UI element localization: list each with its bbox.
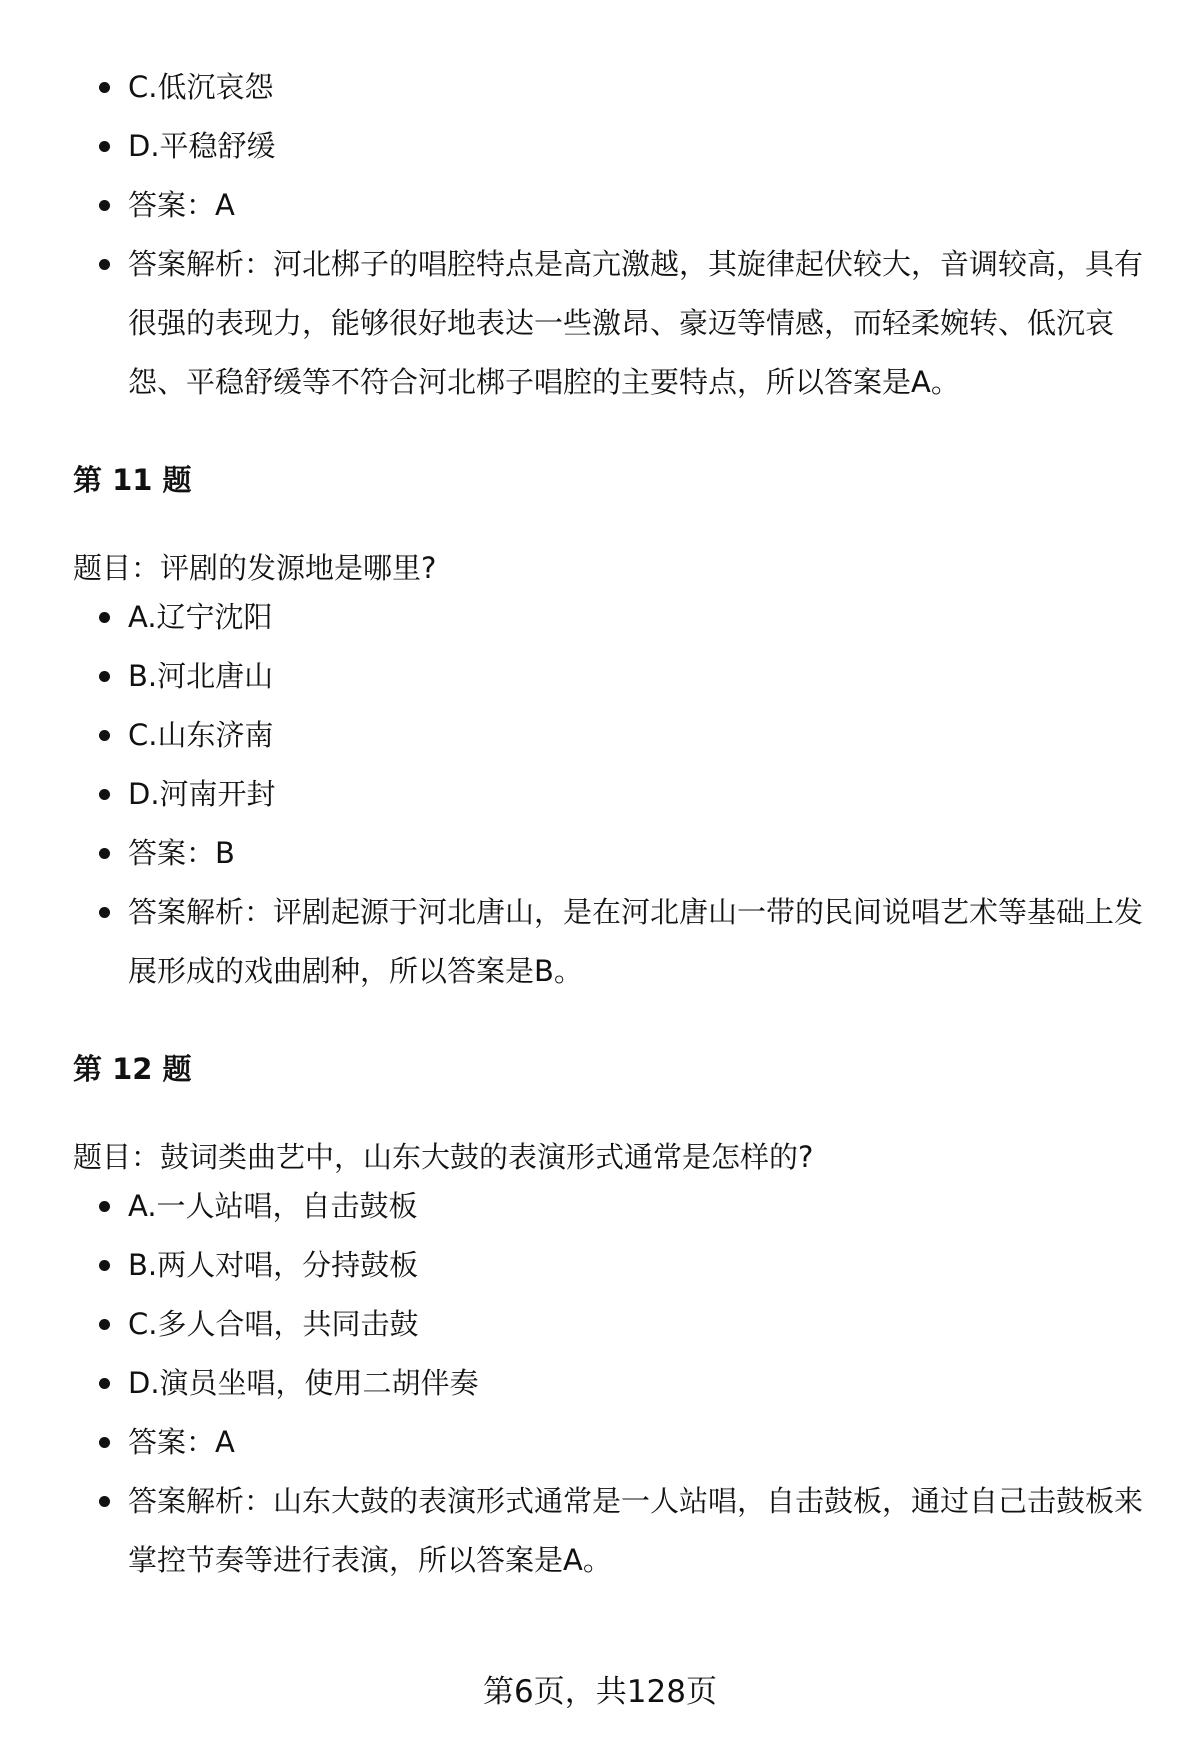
answer-item	[73, 1413, 1143, 1472]
option-text: C.多人合唱，共同击鼓	[128, 1307, 419, 1341]
bullet-icon	[99, 1201, 110, 1212]
bullet-icon	[99, 1319, 110, 1330]
explanation-text: 答案解析：河北梆子的唱腔特点是高亢激越，其旋律起伏较大，音调较高，具有很强的表现力，能够很好地表达一些激昂、豪迈等情感，而轻柔婉转、低沉哀怨、平稳舒缓等不符合河北梆子唱腔的主要特点，所以答案是A。	[128, 247, 1144, 399]
bullet-icon	[99, 1260, 110, 1271]
option-item	[73, 117, 1143, 176]
explanation-text: 答案解析：山东大鼓的表演形式通常是一人站唱，自击鼓板，通过自己击鼓板来掌控节奏等进行表演，所以答案是A。	[128, 1484, 1144, 1577]
option-item	[73, 765, 1143, 824]
explanation-item	[73, 1472, 1143, 1590]
answer-item	[73, 176, 1143, 235]
bullet-icon	[99, 200, 110, 211]
explanation-item	[73, 883, 1143, 1001]
question-11-text: 题目：评剧的发源地是哪里?	[73, 551, 437, 585]
answer-item	[73, 824, 1143, 883]
option-text: A.一人站唱，自击鼓板	[128, 1189, 418, 1223]
option-item	[73, 1236, 1143, 1295]
option-text: C.山东济南	[128, 718, 274, 752]
bullet-icon	[99, 789, 110, 800]
question-12-text: 题目：鼓词类曲艺中，山东大鼓的表演形式通常是怎样的?	[73, 1140, 814, 1174]
option-text: C.低沉哀怨	[128, 70, 274, 104]
option-item	[73, 706, 1143, 765]
question-12-options	[73, 1177, 1143, 1590]
bullet-icon	[99, 671, 110, 682]
option-item	[73, 1177, 1143, 1236]
bullet-icon	[99, 1496, 110, 1507]
bullet-icon	[99, 848, 110, 859]
answer-text: 答案：B	[128, 836, 235, 870]
explanation-item	[73, 235, 1143, 412]
page-number-footer: 第6页，共128页	[483, 1674, 717, 1710]
option-item	[73, 1295, 1143, 1354]
option-text: D.河南开封	[128, 777, 276, 811]
bullet-icon	[99, 730, 110, 741]
bullet-icon	[99, 1437, 110, 1448]
option-text: B.河北唐山	[128, 659, 274, 693]
bullet-icon	[99, 907, 110, 918]
question-11-options	[73, 588, 1143, 1001]
question-10-tail-list	[73, 58, 1143, 412]
bullet-icon	[99, 612, 110, 623]
option-text: D.平稳舒缓	[128, 129, 276, 163]
option-item	[73, 58, 1143, 117]
document-page	[73, 58, 1143, 1590]
option-text: B.两人对唱，分持鼓板	[128, 1248, 419, 1282]
answer-text: 答案：A	[128, 1425, 235, 1459]
bullet-icon	[99, 82, 110, 93]
bullet-icon	[99, 1378, 110, 1389]
bullet-icon	[99, 141, 110, 152]
question-11-heading: 第 11 题	[73, 463, 192, 497]
option-item	[73, 1354, 1143, 1413]
bullet-icon	[99, 259, 110, 270]
option-text: D.演员坐唱，使用二胡伴奏	[128, 1366, 479, 1400]
option-text: A.辽宁沈阳	[128, 600, 273, 634]
answer-text: 答案：A	[128, 188, 235, 222]
question-12-heading: 第 12 题	[73, 1052, 192, 1086]
option-item	[73, 647, 1143, 706]
explanation-text: 答案解析：评剧起源于河北唐山，是在河北唐山一带的民间说唱艺术等基础上发展形成的戏曲剧种，所以答案是B。	[128, 895, 1144, 988]
option-item	[73, 588, 1143, 647]
